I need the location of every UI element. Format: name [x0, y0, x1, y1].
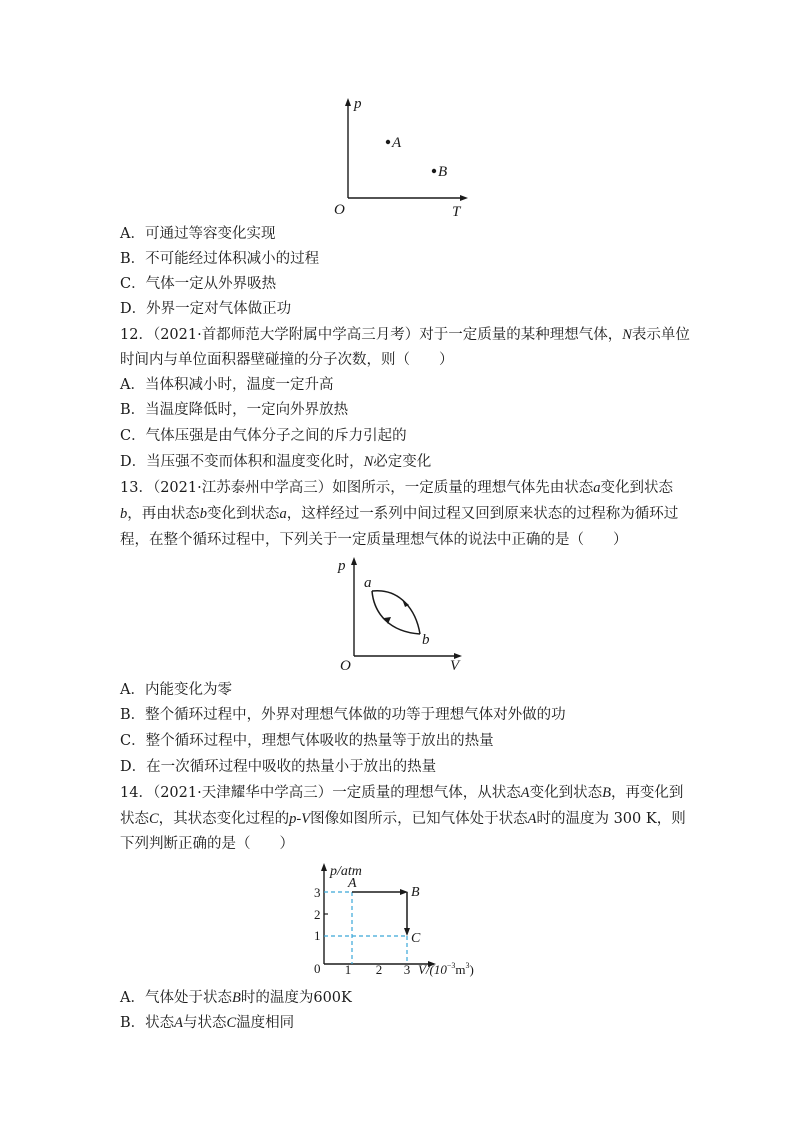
- q13-text: 13．（2021·江苏泰州中学高三）如图所示，一定质量的理想气体先由状态: [120, 480, 594, 496]
- x-axis-label: $V/(10^{-3}m^3)$: [418, 961, 474, 977]
- q14-option-a-text: A．气体处于状态: [120, 990, 232, 1006]
- q14-text-l2: 状态: [120, 811, 149, 827]
- y-tick-1: 1: [314, 928, 321, 943]
- q12-option-c: C．气体压强是由气体分子之间的斥力引起的: [120, 428, 407, 444]
- x-arrow-icon: [460, 195, 468, 201]
- q11-option-c: C．气体一定从外界吸热: [120, 276, 277, 292]
- q12-option-a: A．当体积减小时，温度一定升高: [120, 377, 334, 393]
- q13-option-c: C．整个循环过程中，理想气体吸收的热量等于放出的热量: [120, 733, 494, 749]
- q12-option-b: B．当温度降低时，一定向外界放热: [120, 402, 349, 418]
- y-arrow-icon: [345, 98, 351, 106]
- q11-option-a: A．可通过等容变化实现: [120, 226, 276, 242]
- x-axis-label: T: [452, 204, 461, 220]
- q14-stem-line2: [120, 809, 700, 829]
- q13-option-a: A．内能变化为零: [120, 682, 232, 698]
- pv-cycle-graph: [330, 552, 470, 676]
- q12-stem-line1: [120, 325, 700, 345]
- q12-stem-line2: 时间内与单位面积器壁碰撞的分子次数，则（ ）: [120, 352, 454, 368]
- q13-option-d: D．在一次循环过程中吸收的热量小于放出的热量: [120, 759, 437, 775]
- q11-option-b: B．不可能经过体积减小的过程: [120, 251, 320, 267]
- q13-stem-line1: [120, 478, 700, 498]
- y-arrow-icon: [321, 863, 327, 871]
- origin-label: O: [340, 658, 351, 674]
- arrow-icon-bc: [404, 928, 410, 936]
- q13-text-post: ，这样经过一系列中间过程又回到原来状态的过程称为循环过: [286, 506, 679, 522]
- q12-stem-text-end: 表示单位: [631, 327, 690, 343]
- q13-stem-line3: 程，在整个循环过程中，下列关于一定质量理想气体的说法中正确的是（ ）: [120, 532, 628, 548]
- q14-var-b: B: [602, 785, 611, 801]
- q13-text-mid2: 变化到状态: [207, 506, 280, 522]
- x-axis-label: V: [450, 658, 460, 674]
- q14-option-b-text: B．状态: [120, 1015, 175, 1031]
- y-arrow-icon: [351, 557, 357, 565]
- q13-option-b: B．整个循环过程中，外界对理想气体做的功等于理想气体对外做的功: [120, 707, 566, 723]
- q13-text-mid: ，再由状态: [127, 506, 200, 522]
- x-tick-3: 3: [403, 962, 411, 977]
- point-a-label: A: [392, 135, 402, 151]
- q13-var-b: b: [120, 506, 128, 522]
- x-tick-2: 2: [375, 962, 383, 977]
- q13-var-a2: a: [279, 506, 287, 522]
- state-b-label: b: [422, 632, 430, 648]
- q14-pv: p-V: [289, 811, 311, 827]
- point-b: [432, 169, 436, 173]
- q12-stem-text: 12．（2021·首都师范大学附属中学高三月考）对于一定质量的某种理想气体，: [120, 327, 623, 343]
- state-b-label: B: [411, 885, 420, 900]
- point-a: [386, 140, 390, 144]
- q13-text-end: 变化到状态: [600, 480, 673, 496]
- state-a-label: A: [348, 876, 357, 891]
- q13-var-a: a: [593, 480, 601, 496]
- q14-option-b-text-end: 温度相同: [236, 1015, 295, 1031]
- state-c-label: C: [411, 931, 421, 946]
- q12-option-d-text: D．当压强不变而体积和温度变化时，: [120, 454, 364, 470]
- q14-option-a-text-end: 时的温度为600K: [240, 990, 352, 1006]
- y-tick-2: 2: [314, 907, 321, 922]
- pv-process-graph: [300, 858, 500, 983]
- q14-text-l2-mid2: 图像如图所示，已知气体处于状态: [310, 811, 528, 827]
- q12-option-d-text-end: 必定变化: [373, 454, 432, 470]
- q14-text-l2-end: 时的温度为 300 K，则: [536, 811, 686, 827]
- q14-var-a2: A: [527, 811, 537, 827]
- q14-text-mid: 变化到状态: [529, 785, 603, 801]
- pt-graph: [320, 92, 480, 222]
- q12-var-n: N: [622, 327, 632, 343]
- q14-option-b-var-a: A: [174, 1015, 184, 1031]
- y-axis-label: p: [354, 96, 362, 112]
- q14-text: 14．（2021·天津耀华中学高三）一定质量的理想气体，从状态: [120, 785, 521, 801]
- q14-text-end: ，再变化到: [610, 785, 684, 801]
- q12-option-d-var: N: [363, 454, 374, 470]
- q13-stem-line2: [120, 504, 700, 524]
- y-axis-label: p: [338, 558, 346, 574]
- state-a-label: a: [364, 575, 372, 591]
- q14-option-a: [120, 988, 700, 1008]
- q11-option-d: D．外界一定对气体做正功: [120, 301, 292, 317]
- q12-option-d: [120, 452, 700, 472]
- q14-text-l2-mid: ，其状态变化过程的: [158, 811, 290, 827]
- q14-var-a: A: [520, 785, 530, 801]
- q13-var-b2: b: [199, 506, 207, 522]
- q14-option-a-var: B: [231, 990, 241, 1006]
- q14-stem-line1: [120, 783, 700, 803]
- q14-var-c: C: [149, 811, 159, 827]
- q14-option-b: [120, 1013, 700, 1033]
- y-axis-label: p/atm: [330, 864, 362, 879]
- q14-option-b-var-c: C: [226, 1015, 237, 1031]
- origin-label: 0: [314, 961, 321, 976]
- y-tick-3: 3: [314, 885, 321, 900]
- q14-stem-line3: 下列判断正确的是（ ）: [120, 836, 294, 852]
- point-b-label: B: [438, 164, 448, 180]
- q14-option-b-text-mid: 与状态: [183, 1015, 227, 1031]
- x-tick-1: 1: [344, 962, 352, 977]
- origin-label: O: [334, 202, 345, 218]
